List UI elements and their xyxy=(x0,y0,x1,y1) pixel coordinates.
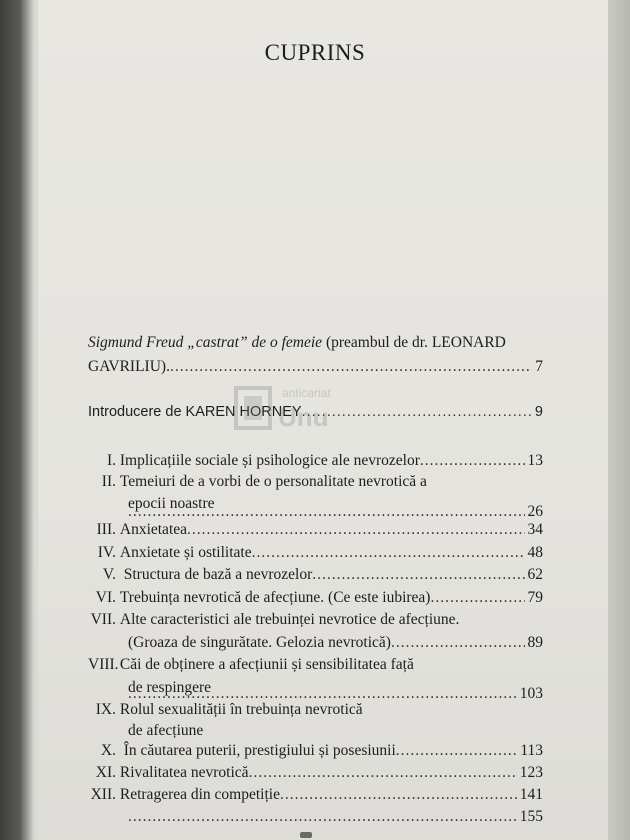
chapter-number: IV. xyxy=(97,544,116,561)
page-number-mark xyxy=(300,832,312,838)
preamble-author: Sigmund Freud „castrat” de o femeie xyxy=(88,334,323,351)
chapter-title: Implicațiile sociale și psihologice ale nevrozelor xyxy=(119,452,420,469)
chapter-entry xyxy=(88,657,414,673)
chapter-page: 79 xyxy=(527,589,543,606)
introduction-page: 9 xyxy=(534,404,543,420)
chapter-title: Rivalitatea nevrotică xyxy=(119,764,249,781)
chapter-page: 123 xyxy=(519,764,543,781)
chapter-number: XII. xyxy=(90,786,116,803)
chapter-continuation xyxy=(128,722,543,740)
page-title: CUPRINS xyxy=(264,40,366,65)
chapter-entry xyxy=(88,612,459,628)
chapter-entry xyxy=(88,544,543,562)
watermark-line2: Unu xyxy=(278,402,329,432)
preamble-line2-text: GAVRILIU). xyxy=(88,358,170,375)
chapter-page-row xyxy=(128,808,543,826)
chapter-page: 48 xyxy=(527,544,543,561)
chapter-entry xyxy=(88,452,543,470)
leader-dots xyxy=(396,742,518,760)
chapter-number: VI. xyxy=(95,589,116,606)
chapter-number: V. xyxy=(102,566,116,583)
leader-dots xyxy=(170,358,532,376)
chapter-number: II. xyxy=(101,473,116,490)
chapter-title: Trebuința nevrotică de afecțiune. (Ce este iubirea) xyxy=(119,589,431,606)
preamble-page: 7 xyxy=(535,358,543,375)
chapter-title: Structura de bază a nevrozelor xyxy=(123,566,313,583)
chapter-page: 34 xyxy=(527,521,543,538)
chapter-continuation xyxy=(128,634,543,652)
chapter-title: Anxietate și ostilitate xyxy=(119,544,252,561)
leader-dots xyxy=(420,452,525,470)
chapter-number: IX. xyxy=(95,701,116,718)
chapter-title-cont: de afecțiune xyxy=(128,722,204,739)
leader-dots xyxy=(430,589,524,607)
chapter-number: I. xyxy=(106,452,116,469)
chapter-title-cont: (Groaza de singurătate. Gelozia nevrotică) xyxy=(128,634,391,651)
leader-dots xyxy=(280,786,517,804)
chapter-title: Alte caracteristici ale trebuinței nevrotice de afecțiune. xyxy=(119,611,460,628)
chapter-page-row xyxy=(128,503,543,521)
leader-dots xyxy=(312,566,524,584)
chapter-number: VIII. xyxy=(88,656,119,673)
leader-dots xyxy=(391,634,525,652)
preamble-line1 xyxy=(88,335,506,351)
chapter-page: 26 xyxy=(527,503,543,520)
chapter-title: Rolul sexualității în trebuința nevrotică xyxy=(119,701,363,718)
chapter-title: Anxietatea xyxy=(119,521,188,538)
chapter-page: 155 xyxy=(519,808,543,825)
chapter-entry xyxy=(88,742,543,760)
chapter-page: 13 xyxy=(527,452,543,469)
chapter-number: XI. xyxy=(95,764,116,781)
chapter-title: Căi de obținere a afecțiunii și sensibilitatea față xyxy=(119,656,414,673)
watermark-logo xyxy=(232,380,382,440)
chapter-page: 141 xyxy=(519,786,543,803)
chapter-entry xyxy=(88,702,363,718)
watermark-book-icon xyxy=(232,384,276,434)
preamble-rest: (preambul de dr. LEONARD xyxy=(322,334,506,351)
chapter-title: Retragerea din competiție xyxy=(119,786,280,803)
chapter-entry xyxy=(88,786,543,804)
leader-dots xyxy=(187,521,524,539)
watermark-line1: anticariat xyxy=(282,386,331,400)
chapter-page: 89 xyxy=(527,634,543,651)
chapter-title: În căutarea puterii, prestigiului și posesiunii xyxy=(123,742,396,759)
chapter-number: X. xyxy=(100,742,116,759)
chapter-number: VII. xyxy=(90,611,116,628)
chapter-entry xyxy=(88,474,427,490)
leader-dots xyxy=(249,764,517,782)
chapter-title-cont: epocii noastre xyxy=(128,495,215,512)
chapter-page: 113 xyxy=(520,742,543,759)
introduction-label: Introducere de KAREN HORNEY xyxy=(88,404,302,420)
leader-dots xyxy=(252,544,525,562)
chapter-page: 62 xyxy=(527,566,543,583)
chapter-title: Temeiuri de a vorbi de o personalitate nevrotică a xyxy=(119,473,427,490)
chapter-entry xyxy=(88,764,543,782)
preamble-line2 xyxy=(88,358,543,376)
chapter-entry xyxy=(88,521,543,539)
chapter-number: III. xyxy=(96,521,116,538)
chapter-entry xyxy=(88,589,543,607)
leader-dots xyxy=(128,808,517,826)
leader-dots xyxy=(128,503,525,521)
chapter-entry xyxy=(88,566,543,584)
chapter-page: 103 xyxy=(519,685,543,702)
chapter-title-cont: de respingere xyxy=(128,679,212,696)
